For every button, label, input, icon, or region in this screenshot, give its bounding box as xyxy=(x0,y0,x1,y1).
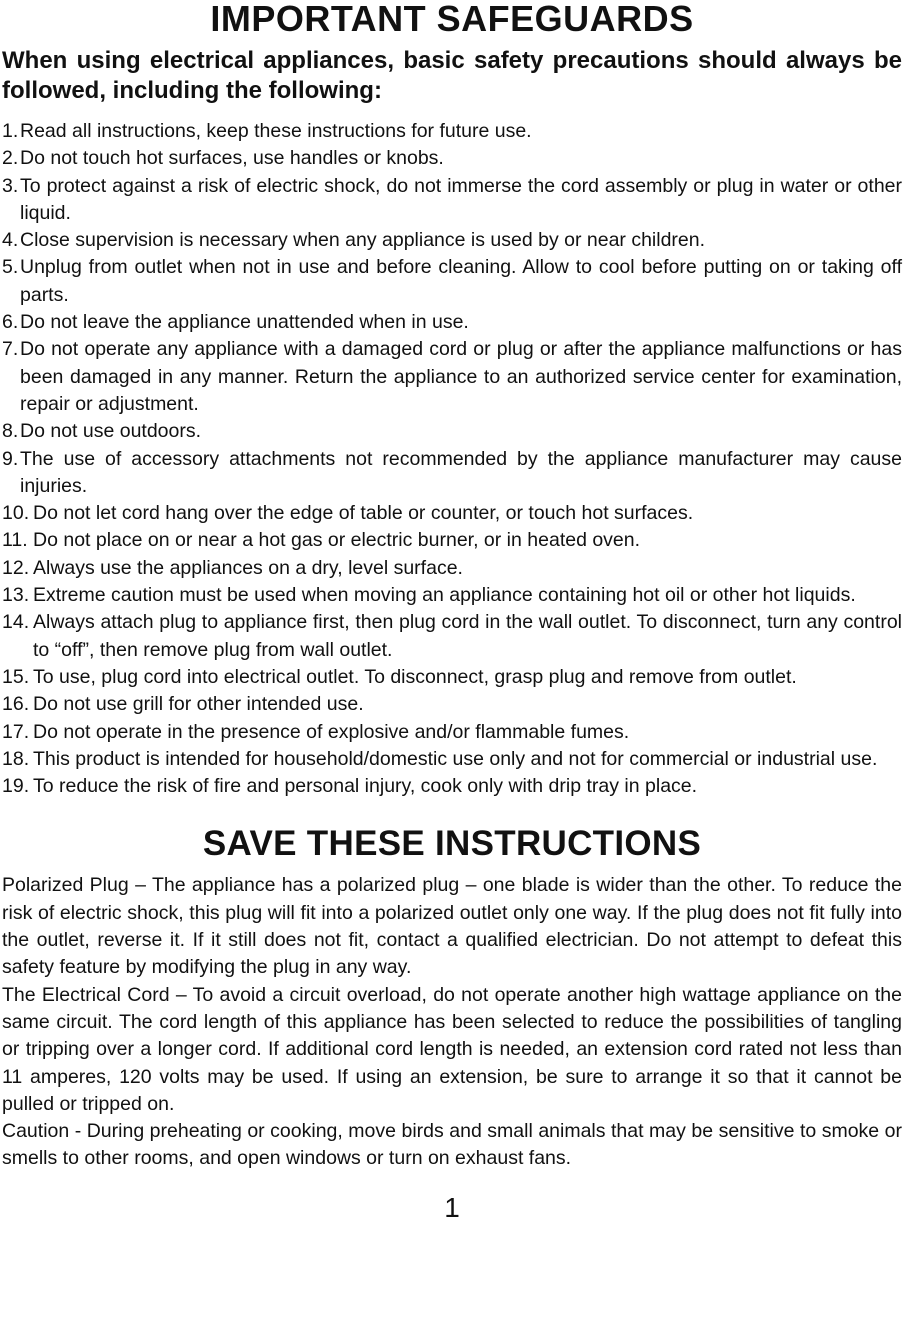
document-page xyxy=(2,0,902,1223)
list-item xyxy=(2,336,902,418)
item-text: To use, plug cord into electrical outlet. To disconnect, grasp plug and remove from outlet. xyxy=(33,665,797,688)
item-number: 11. xyxy=(2,529,28,552)
item-number: 7. xyxy=(2,338,19,361)
list-item xyxy=(2,145,902,172)
item-number: 5. xyxy=(2,256,19,279)
list-item xyxy=(2,173,902,228)
list-item xyxy=(2,500,902,527)
item-number: 8. xyxy=(2,420,19,443)
item-text: To reduce the risk of fire and personal injury, cook only with drip tray in place. xyxy=(33,775,698,798)
item-text: Always use the appliances on a dry, level surface. xyxy=(33,556,463,579)
item-text: Do not use grill for other intended use. xyxy=(33,693,364,716)
caution-paragraph: Caution - During preheating or cooking, move birds and small animals that may be sensitive to smoke or smells to other rooms, and open windows or turn on exhaust fans. xyxy=(2,1120,902,1170)
page-number: 1 xyxy=(444,1191,460,1223)
item-text: Extreme caution must be used when moving an appliance containing hot oil or other hot liquids. xyxy=(33,584,856,607)
item-text: Do not operate any appliance with a damaged cord or plug or after the appliance malfunctions or has been damaged in any manner. Return the appliance to an authorized service center for examination, repair or adjustment. xyxy=(20,338,902,415)
item-text: To protect against a risk of electric shock, do not immerse the cord assembly or plug in water or other liquid. xyxy=(20,174,902,224)
item-number: 4. xyxy=(2,229,19,252)
item-text: Do not touch hot surfaces, use handles or knobs. xyxy=(20,147,444,170)
list-item xyxy=(2,582,902,609)
list-item xyxy=(2,418,902,445)
item-text: The use of accessory attachments not recommended by the appliance manufacturer may cause injuries. xyxy=(20,447,902,497)
item-number: 2. xyxy=(2,147,19,170)
list-item xyxy=(2,609,902,664)
item-text: Unplug from outlet when not in use and before cleaning. Allow to cool before putting on or taking off parts. xyxy=(20,256,902,306)
item-text: Do not operate in the presence of explosive and/or flammable fumes. xyxy=(33,720,630,743)
page-title: IMPORTANT SAFEGUARDS xyxy=(210,0,694,39)
list-item xyxy=(2,746,902,773)
list-item xyxy=(2,527,902,554)
item-number: 12. xyxy=(2,556,30,579)
item-number: 15. xyxy=(2,665,30,688)
list-item xyxy=(2,773,902,800)
item-text: This product is intended for household/domestic use only and not for commercial or industrial use. xyxy=(33,747,878,770)
list-item xyxy=(2,309,902,336)
item-number: 16. xyxy=(2,693,30,716)
item-number: 18. xyxy=(2,747,30,770)
item-text: Always attach plug to appliance first, then plug cord in the wall outlet. To disconnect, turn any control to “off”, then remove plug from wall outlet. xyxy=(33,611,902,661)
list-item xyxy=(2,254,902,309)
item-number: 3. xyxy=(2,174,19,197)
item-number: 10. xyxy=(2,502,30,525)
item-text: Do not let cord hang over the edge of table or counter, or touch hot surfaces. xyxy=(33,502,694,525)
item-number: 17. xyxy=(2,720,30,743)
item-number: 19. xyxy=(2,775,30,798)
safeguards-list xyxy=(2,118,902,800)
item-text: Do not use outdoors. xyxy=(20,420,202,443)
list-item xyxy=(2,691,902,718)
item-text: Read all instructions, keep these instructions for future use. xyxy=(20,120,532,142)
item-text: Do not place on or near a hot gas or electric burner, or in heated oven. xyxy=(33,529,641,552)
item-number: 1. xyxy=(2,120,19,142)
electrical-cord-paragraph: The Electrical Cord – To avoid a circuit overload, do not operate another high wattage appliance on the same circuit. The cord length of this appliance has been selected to reduce the possibilities of tangling or tripping over a longer cord. If additional cord length is needed, an extension cord rated not less than 11 amperes, 120 volts may be used. If using an extension, be sure to arrange it so that it cannot be pulled or tripped on. xyxy=(2,983,902,1115)
polarized-plug-paragraph: Polarized Plug – The appliance has a polarized plug – one blade is wider than the other. To reduce the risk of electric shock, this plug will fit into a polarized outlet only one way. If the plug does not fit fully into the outlet, reverse it. If it still does not fit, contact a qualified electrician. Do not attempt to defeat this safety feature by modifying the plug in any way. xyxy=(2,874,902,979)
intro-text: When using electrical appliances, basic safety precautions should always be followed, including the following: xyxy=(2,47,902,104)
list-item xyxy=(2,227,902,254)
item-number: 14. xyxy=(2,611,30,634)
item-text: Do not leave the appliance unattended when in use. xyxy=(20,311,469,334)
list-item xyxy=(2,118,902,145)
save-instructions-heading: SAVE THESE INSTRUCTIONS xyxy=(202,824,702,864)
item-number: 13. xyxy=(2,584,30,607)
item-number: 6. xyxy=(2,311,19,334)
list-item xyxy=(2,446,902,501)
list-item xyxy=(2,555,902,582)
list-item xyxy=(2,719,902,746)
item-text: Close supervision is necessary when any appliance is used by or near children. xyxy=(20,229,706,252)
list-item xyxy=(2,664,902,691)
item-number: 9. xyxy=(2,447,19,470)
